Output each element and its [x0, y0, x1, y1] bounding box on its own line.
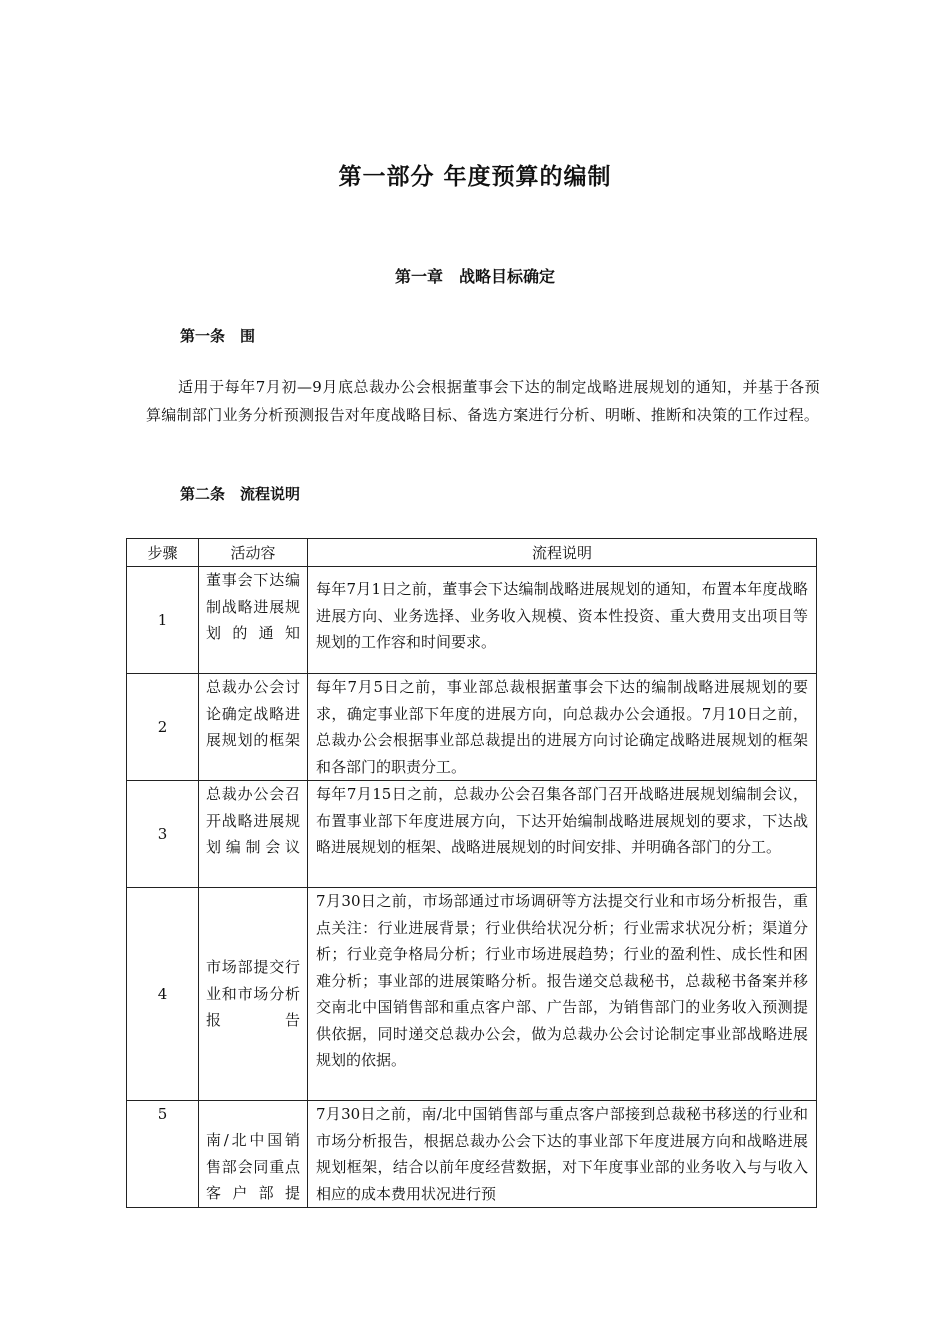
- table-row: [127, 567, 817, 674]
- chapter-title: 第一章 战略目标确定: [394, 267, 555, 286]
- description-cell: 7月30日之前，市场部通过市场调研等方法提交行业和市场分析报告，重点关注：行业进展背景；行业供给状况分析；行业需求状况分析；渠道分析；行业竞争格局分析；行业市场进展趋势；行业的盈利性、成长性和困难分析；事业部的进展策略分析。报告递交总裁秘书，总裁秘书备案并移交南北中国销售部和重点客户部、广告部，为销售部门的业务收入预测提供依据，同时递交总裁办公会，做为总裁办公会讨论制定事业部战略进展规划的依据。: [308, 888, 817, 1101]
- description-cell: 每年7月5日之前，事业部总裁根据董事会下达的编制战略进展规划的要求，确定事业部下年度的进展方向，向总裁办公会通报。7月10日之前，总裁办公会根据事业部总裁提出的进展方向讨论确定战略进展规划的框架和各部门的职责分工。: [308, 674, 817, 781]
- step-number: 2: [127, 674, 199, 781]
- description-cell: 每年7月1日之前，董事会下达编制战略进展规划的通知，布置本年度战略进展方向、业务选择、业务收入规模、资本性投资、重大费用支出项目等规划的工作容和时间要求。: [308, 567, 817, 674]
- step-number: 1: [127, 567, 199, 674]
- activity-cell: 总裁办公会讨论确定战略进展规划的框架: [199, 674, 308, 781]
- table-header-row: [127, 539, 817, 567]
- header-description: 流程说明: [308, 539, 817, 567]
- step-number: 5: [127, 1101, 199, 1208]
- part-title: 第一部分 年度预算的编制: [338, 164, 612, 190]
- activity-cell: 总裁办公会召开战略进展规划编制会议: [199, 781, 308, 888]
- table-row: [127, 674, 817, 781]
- step-number: 3: [127, 781, 199, 888]
- article-1-text: 适用于每年7月初—9月底总裁办公会根据董事会下达的制定战略进展规划的通知，并基于各预算编制部门业务分析预测报告对年度战略目标、备选方案进行分析、明晰、推断和决策的工作过程。: [146, 378, 820, 424]
- article-2-heading: 第二条 流程说明: [180, 485, 301, 503]
- article-1-heading: 第一条 围: [180, 327, 256, 345]
- process-table: [126, 538, 817, 1208]
- description-cell: 7月30日之前，南/北中国销售部与重点客户部接到总裁秘书移送的行业和市场分析报告，根据总裁办公会下达的事业部下年度进展方向和战略进展规划框架，结合以前年度经营数据，对下年度事业部的业务收入与与收入相应的成本费用状况进行预: [308, 1101, 817, 1208]
- table-row: [127, 1101, 817, 1208]
- header-step: 步骤: [127, 539, 199, 567]
- activity-cell: 南/北中国销售部会同重点客户部提: [199, 1101, 308, 1208]
- activity-cell: 市场部提交行业和市场分析报告: [199, 888, 308, 1101]
- table-row: [127, 781, 817, 888]
- table-row: [127, 888, 817, 1101]
- activity-cell: 董事会下达编制战略进展规划的通知: [199, 567, 308, 674]
- description-cell: 每年7月15日之前，总裁办公会召集各部门召开战略进展规划编制会议，布置事业部下年度进展方向，下达开始编制战略进展规划的要求，下达战略进展规划的框架、战略进展规划的时间安排、并明确各部门的分工。: [308, 781, 817, 888]
- step-number: 4: [127, 888, 199, 1101]
- header-activity: 活动容: [199, 539, 308, 567]
